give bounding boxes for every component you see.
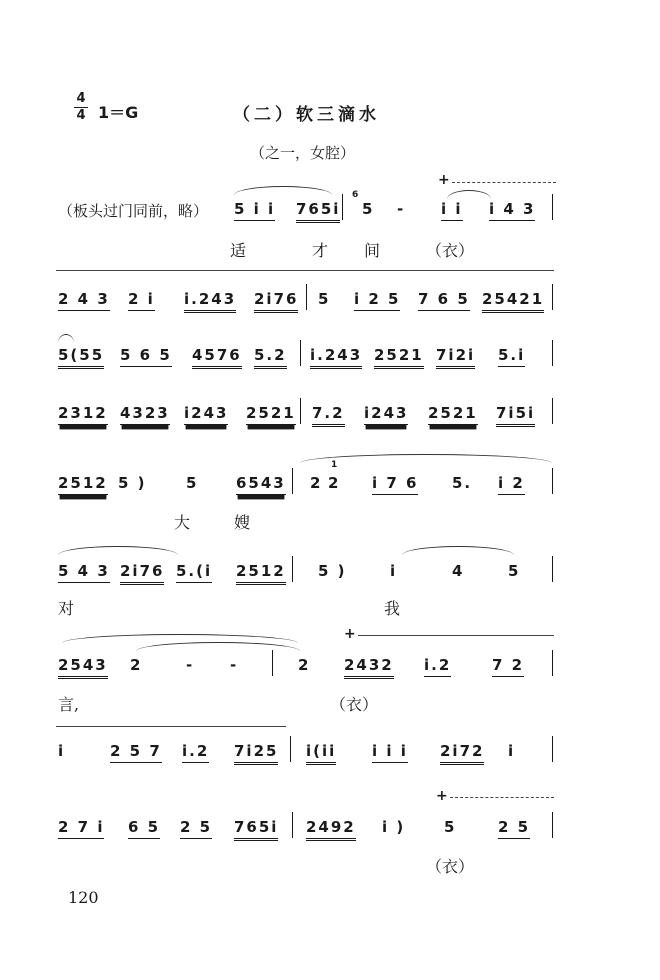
- note-group: 2521: [246, 404, 296, 425]
- note-group: 5.(i: [176, 562, 212, 583]
- note-group: 2492: [306, 818, 356, 841]
- plus-mark: +: [436, 788, 448, 804]
- slur: [447, 190, 491, 201]
- bar-line: [300, 340, 301, 366]
- note-group: 2i76: [120, 562, 164, 585]
- note-group: 2512: [58, 474, 108, 495]
- note-group: 2: [328, 474, 341, 492]
- note-group: 2 i: [128, 290, 155, 311]
- bar-line: [552, 812, 553, 838]
- bar-line: [552, 284, 553, 310]
- bar-line: [292, 468, 293, 494]
- note-group: i243: [184, 404, 228, 425]
- bar-line: [292, 812, 293, 838]
- bar-line: [552, 650, 553, 676]
- score-line-4: [0, 404, 660, 444]
- slur: [136, 642, 300, 653]
- note-group: i.2: [182, 742, 209, 763]
- grace-note: 1: [331, 460, 338, 470]
- note-group: 5 ): [318, 562, 347, 580]
- note-group: i: [508, 742, 516, 760]
- time-signature: [74, 92, 88, 123]
- score-line-9: [0, 818, 660, 858]
- score-line-3: [0, 346, 660, 386]
- note-group: 2 7 i: [58, 818, 104, 839]
- bar-line: [306, 284, 307, 310]
- slur: [300, 454, 552, 465]
- note-group: 5: [362, 200, 375, 218]
- note-group: 6543: [236, 474, 286, 495]
- score-line-6: [0, 562, 660, 602]
- note-group: 2543: [58, 656, 108, 679]
- page-title: （二）软三滴水: [233, 105, 380, 125]
- note-group: i 2: [498, 474, 525, 495]
- note-group: 5 6 5: [120, 346, 172, 367]
- lyric: 大: [174, 513, 191, 532]
- note-group: i 7 6: [372, 474, 418, 495]
- time-signature-top: 4: [76, 91, 86, 106]
- note-dash: -: [186, 656, 195, 674]
- note-group: 2512: [236, 562, 286, 585]
- score-line-5: [0, 460, 660, 514]
- bar-line: [552, 736, 553, 762]
- note-group: 2521: [374, 346, 424, 369]
- note-group: 2: [310, 474, 323, 492]
- note-group: 5: [318, 290, 331, 308]
- lyric: 言,: [58, 695, 80, 714]
- intro-note: （板头过门同前，略）: [58, 202, 209, 220]
- note-group: i.243: [184, 290, 236, 313]
- phrase-line: [56, 270, 554, 271]
- bar-line: [552, 398, 553, 424]
- note-group: i i: [441, 200, 463, 221]
- note-group: 5: [444, 818, 457, 836]
- note-group: 4323: [120, 404, 170, 425]
- plus-mark: +: [344, 626, 356, 642]
- note-group: 5.: [452, 474, 473, 492]
- note-group: 2 5: [180, 818, 212, 839]
- lyric: 我: [384, 599, 401, 618]
- note-group: 5: [508, 562, 521, 580]
- note-group: i 2 5: [354, 290, 400, 311]
- bar-line: [552, 340, 553, 366]
- phrase-line: [450, 797, 554, 798]
- note-group: i i i: [372, 742, 408, 763]
- note-group: 2i72: [440, 742, 484, 765]
- bar-line: [552, 556, 553, 582]
- bar-line: [342, 194, 343, 220]
- note-group: 2: [130, 656, 143, 674]
- phrase-line: [358, 635, 554, 636]
- note-group: 6 5: [128, 818, 160, 839]
- note-group: i ): [382, 818, 406, 836]
- note-group: 4: [452, 562, 465, 580]
- note-group: 2i76: [254, 290, 298, 313]
- note-group: 5 4 3: [58, 562, 110, 583]
- note-group: i.2: [424, 656, 451, 677]
- note-group: 5 i i: [234, 200, 275, 221]
- lyric: 对: [58, 599, 75, 618]
- note-group: 25421: [482, 290, 544, 313]
- score-line-7: [0, 656, 660, 696]
- score-line-8: [0, 742, 660, 782]
- page-subtitle: （之一，女腔）: [250, 144, 356, 162]
- note-group: i 4 3: [489, 200, 535, 221]
- score-line-2: [0, 290, 660, 330]
- note-group: 4576: [192, 346, 242, 369]
- bar-line: [292, 556, 293, 582]
- bar-line: [552, 468, 553, 494]
- note-group: 5(55: [58, 346, 104, 369]
- note-group: 2 5 7: [110, 742, 162, 763]
- note-group: 5.2: [254, 346, 287, 369]
- lyric: 适: [230, 241, 247, 260]
- page-number: 120: [68, 888, 99, 907]
- bar-line: [300, 398, 301, 424]
- phrase-line: [452, 182, 556, 183]
- lyric: （衣）: [426, 241, 475, 260]
- score-line-1: [0, 190, 660, 240]
- note-group: 2312: [58, 404, 108, 425]
- lyric: （衣）: [426, 857, 475, 876]
- note-group: i: [390, 562, 398, 580]
- note-group: 765i: [234, 818, 278, 841]
- slur: [402, 546, 514, 557]
- bar-line: [272, 650, 273, 676]
- note-group: i: [58, 742, 66, 760]
- note-group: 7 6 5: [418, 290, 470, 311]
- lyric: 嫂: [234, 513, 251, 532]
- plus-mark: +: [438, 172, 450, 188]
- note-group: 2432: [344, 656, 394, 679]
- phrase-line: [56, 726, 286, 727]
- note-group: 5: [186, 474, 199, 492]
- key-signature: 1＝G: [98, 103, 139, 122]
- bar-line: [552, 194, 553, 220]
- note-group: 7.2: [312, 404, 345, 427]
- note-group: i.243: [310, 346, 362, 369]
- slur: [58, 334, 74, 345]
- lyric: （衣）: [330, 695, 379, 714]
- note-group: 7i2i: [436, 346, 475, 369]
- note-group: 7i25: [234, 742, 278, 765]
- note-group: 2 5: [498, 818, 530, 839]
- note-group: 5.i: [498, 346, 525, 367]
- note-group: 5 ): [118, 474, 147, 492]
- note-group: 2521: [428, 404, 478, 425]
- note-group: 2: [298, 656, 311, 674]
- note-group: 7i5i: [496, 404, 535, 427]
- slur: [234, 186, 332, 197]
- note-group: 7 2: [492, 656, 524, 677]
- grace-note: 6: [352, 190, 359, 200]
- bar-line: [290, 736, 291, 762]
- note-group: 765i: [296, 200, 340, 223]
- lyric: 间: [364, 241, 381, 260]
- note-group: i243: [364, 404, 408, 425]
- slur: [58, 546, 178, 557]
- note-group: 2 4 3: [58, 290, 110, 311]
- lyric: 才: [312, 241, 329, 260]
- note-group: i(ii: [306, 742, 336, 765]
- note-dash: -: [230, 656, 239, 674]
- time-signature-bottom: 4: [76, 108, 86, 123]
- note-dash: -: [397, 200, 406, 218]
